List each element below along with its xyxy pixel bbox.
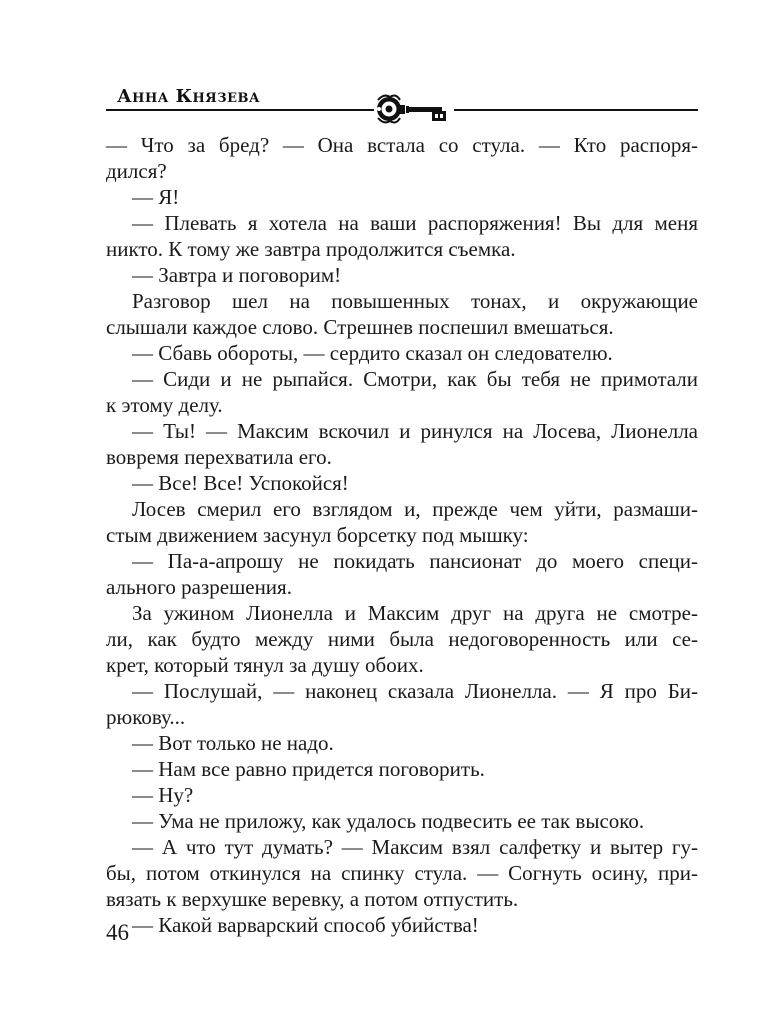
text-line: — Ума не приложу, как удалось подвесить ее так высоко. <box>132 809 645 833</box>
text-line: — Что за бред? — Она встала со стула. — Кто распоря- <box>106 133 698 157</box>
text-line: Лосев смерил его взглядом и, прежде чем уйти, размаши- <box>132 497 698 521</box>
text-line: — Вот только не надо. <box>132 731 334 755</box>
text-line: Разговор шел на повышенных тонах, и окружающие <box>132 289 698 313</box>
text-line: стым движением засунул борсетку под мышку: <box>106 523 529 547</box>
running-header <box>106 80 698 124</box>
text-line: — Все! Все! Успокойся! <box>132 471 349 495</box>
text-line: За ужином Лионелла и Максим друг на друга не смотре- <box>132 601 698 625</box>
text-line: вязать к верхушке веревку, а потом отпустить. <box>106 887 519 911</box>
text-line: — А что тут думать? — Максим взял салфетку и вытер гу- <box>132 835 698 859</box>
body-text <box>106 132 698 938</box>
text-line: рюкову... <box>106 705 186 729</box>
text-line: слышали каждое слово. Стрешнев поспешил вмешаться. <box>106 315 614 339</box>
text-line: никто. К тому же завтра продолжится съемка. <box>106 237 516 261</box>
text-line: ального разрешения. <box>106 575 292 599</box>
key-icon <box>374 94 454 126</box>
author-name: Анна Князева <box>117 86 261 107</box>
text-line: — Сбавь обороты, — сердито сказал он следователю. <box>132 341 613 365</box>
text-line: — Послушай, — наконец сказала Лионелла. — Я про Би- <box>132 679 698 703</box>
text-line: — Нам все равно придется поговорить. <box>132 757 485 781</box>
text-line: ли, как будто между ними была недоговоренность или се- <box>106 627 698 651</box>
text-line: бы, потом откинулся на спинку стула. — Согнуть осину, при- <box>106 861 698 885</box>
text-line: дился? <box>106 159 167 183</box>
text-line: вовремя перехватила его. <box>106 445 332 469</box>
text-line: — Ты! — Максим вскочил и ринулся на Лосева, Лионелла <box>132 419 698 443</box>
text-line: — Ну? <box>132 783 194 807</box>
text-line: — Я! <box>132 185 180 209</box>
text-line: к этому делу. <box>106 393 223 417</box>
text-line: — Какой варварский способ убийства! <box>132 913 479 937</box>
text-line: — Па-а-апрошу не покидать пансионат до моего специ- <box>132 549 698 573</box>
text-line: — Завтра и поговорим! <box>132 263 342 287</box>
text-line: — Плевать я хотела на ваши распоряжения! Вы для меня <box>132 211 698 235</box>
page-number: 46 <box>106 920 129 945</box>
text-line: — Сиди и не рыпайся. Смотри, как бы тебя не примотали <box>132 367 698 391</box>
text-line: крет, который тянул за душу обоих. <box>106 653 424 677</box>
